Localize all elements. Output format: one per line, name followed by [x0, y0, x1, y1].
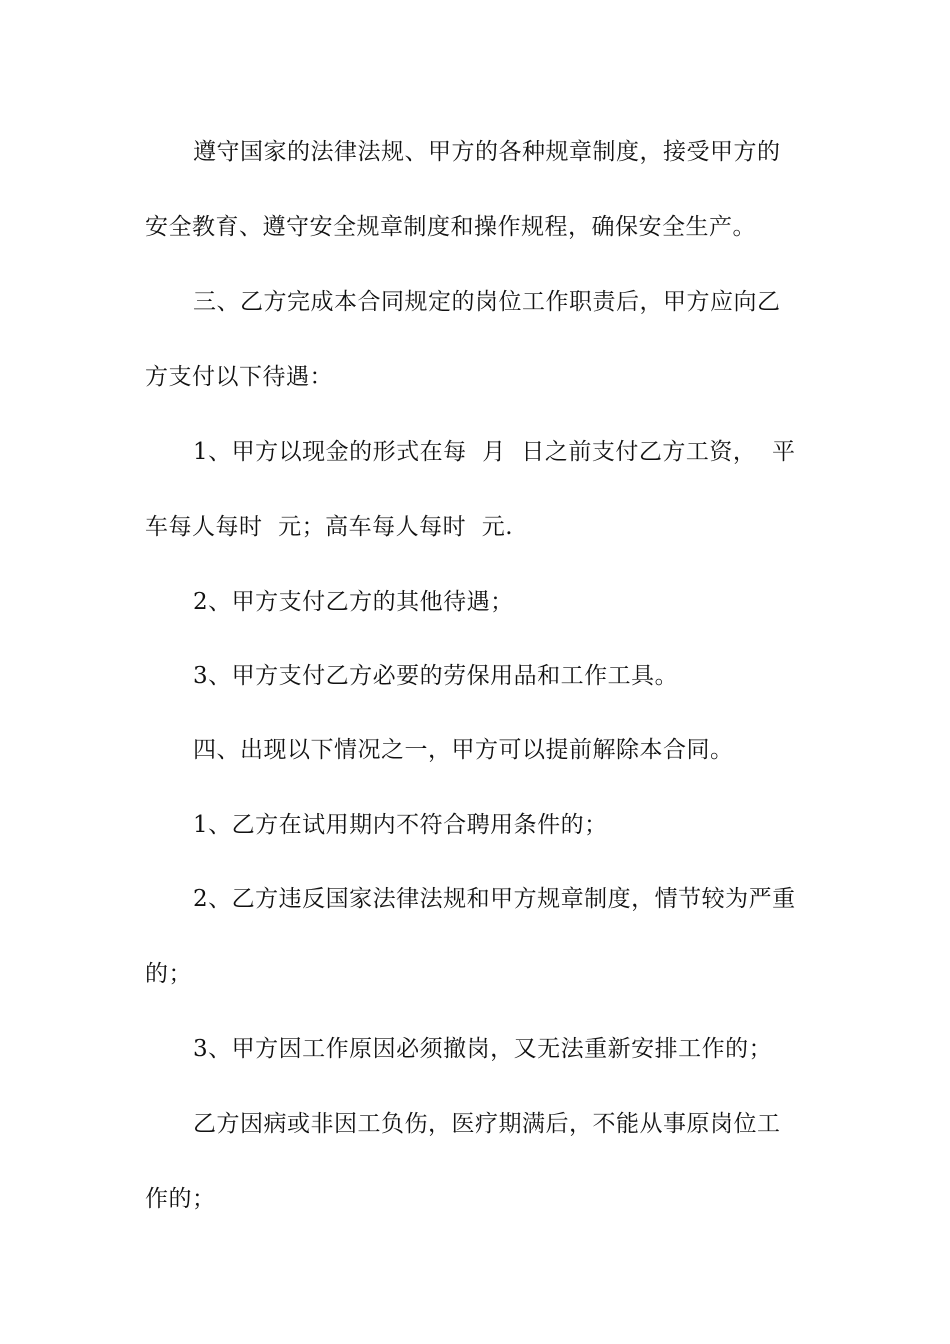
text-line-14: 乙方因病或非因工负伤，医疗期满后，不能从事原岗位工: [193, 1111, 781, 1137]
text-line-1: 遵守国家的法律法规、甲方的各种规章制度，接受甲方的: [193, 139, 781, 165]
text-line-2: 安全教育、遵守安全规章制度和操作规程，确保安全生产。: [145, 214, 756, 240]
text-line-13: 3、甲方因工作原因必须撤岗，又无法重新安排工作的；: [193, 1036, 773, 1062]
text-line-6: 车每人每时 元；高车每人每时 元.: [145, 514, 514, 540]
text-line-11: 2、乙方违反国家法律法规和甲方规章制度，情节较为严重: [193, 886, 796, 912]
text-line-7: 2、甲方支付乙方的其他待遇；: [193, 589, 514, 615]
text-line-10: 1、乙方在试用期内不符合聘用条件的；: [193, 812, 608, 838]
text-line-9: 四、出现以下情况之一，甲方可以提前解除本合同。: [193, 737, 734, 763]
text-line-15: 作的；: [145, 1186, 216, 1212]
text-line-5: 1、甲方以现金的形式在每 月 日之前支付乙方工资， 平: [193, 439, 796, 465]
text-line-4: 方支付以下待遇：: [145, 364, 333, 390]
text-line-3: 三、乙方完成本合同规定的岗位工作职责后，甲方应向乙: [193, 289, 781, 315]
text-line-8: 3、甲方支付乙方必要的劳保用品和工作工具。: [193, 663, 679, 689]
text-line-12: 的；: [145, 961, 192, 987]
